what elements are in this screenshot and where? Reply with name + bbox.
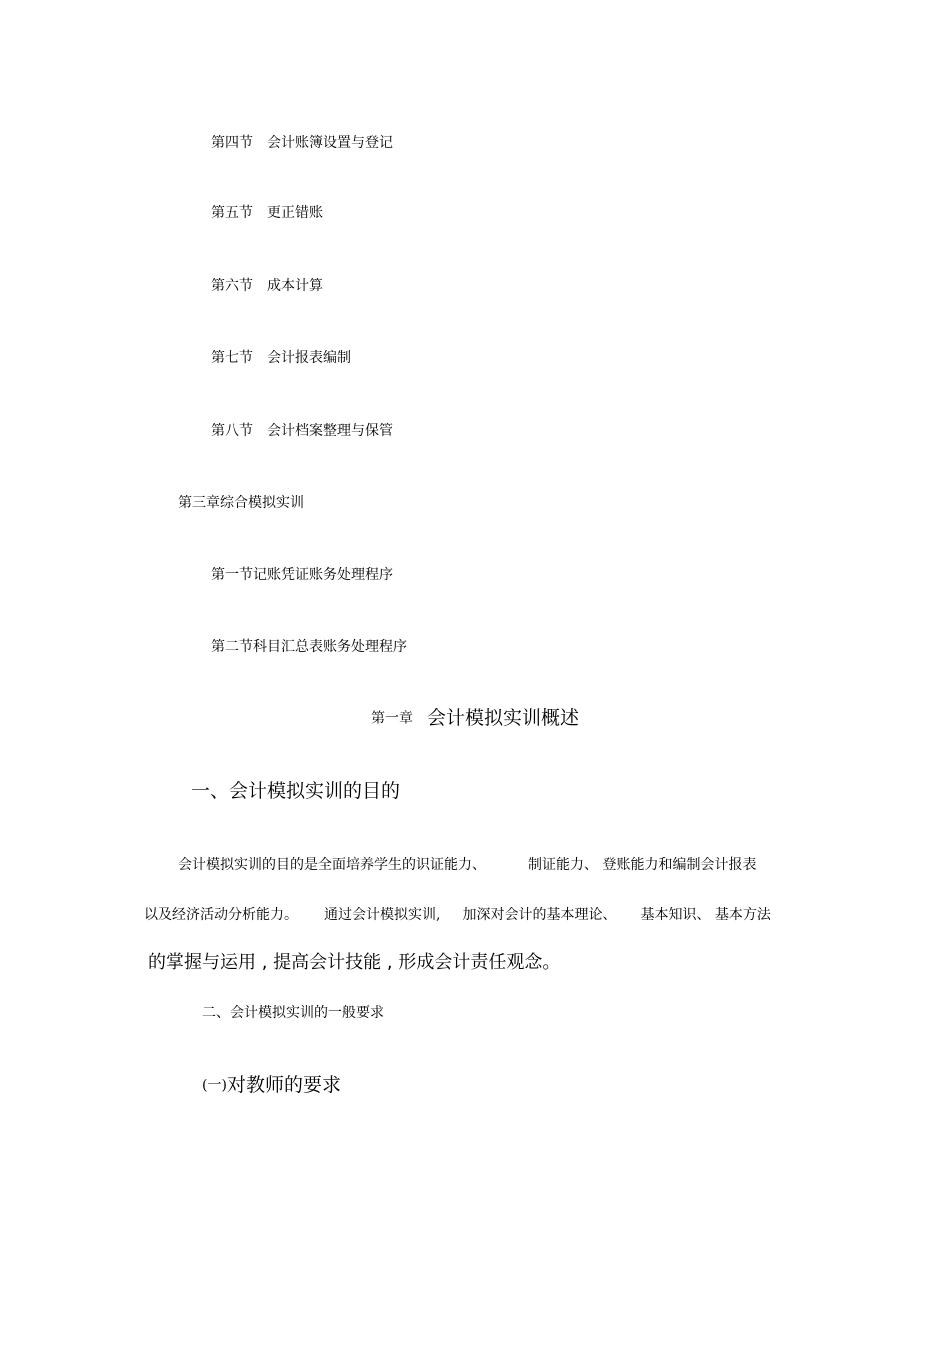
toc-section-4-title: 会计账簿设置与登记 xyxy=(267,135,393,151)
toc-section-5-title: 更正错账 xyxy=(267,205,323,221)
toc-chapter-3-section-2: 第二节科目汇总表账务处理程序 xyxy=(211,639,407,655)
toc-section-4-number: 第四节 xyxy=(211,135,253,151)
paragraph-line-3: 的掌握与运用 , 提高会计技能 , 形成会计责任观念。 xyxy=(148,952,561,973)
toc-section-5 xyxy=(211,206,323,220)
toc-section-6-title: 成本计算 xyxy=(267,278,323,294)
toc-section-7-title: 会计报表编制 xyxy=(267,350,351,366)
chapter-number: 第一章 xyxy=(371,710,413,727)
toc-section-4 xyxy=(211,136,393,150)
subsection-1-heading xyxy=(202,1076,341,1095)
paragraph-line-2-part-d: 基本知识、 基本方法 xyxy=(640,907,771,923)
toc-section-8-title: 会计档案整理与保管 xyxy=(267,423,393,439)
toc-chapter-3: 第三章综合模拟实训 xyxy=(178,495,304,511)
section-1-heading: 一、会计模拟实训的目的 xyxy=(191,780,401,802)
paragraph-line-2-part-b: 通过会计模拟实训, xyxy=(324,907,441,923)
paragraph-line-1 xyxy=(178,858,756,872)
subsection-1-title: 对教师的要求 xyxy=(226,1074,341,1096)
section-2-heading: 二、会计模拟实训的一般要求 xyxy=(202,1005,384,1021)
paragraph-line-2-part-a: 以及经济活动分析能力。 xyxy=(144,907,298,923)
toc-section-6 xyxy=(211,279,323,293)
toc-section-6-number: 第六节 xyxy=(211,278,253,294)
paragraph-line-2 xyxy=(144,908,771,922)
chapter-title xyxy=(371,709,579,728)
toc-section-8 xyxy=(211,424,393,438)
toc-section-8-number: 第八节 xyxy=(211,423,253,439)
toc-section-5-number: 第五节 xyxy=(211,205,253,221)
paragraph-line-1-part-b: 制证能力、 登账能力和编制会计报表 xyxy=(528,857,757,873)
paragraph-line-2-part-c: 加深对会计的基本理论、 xyxy=(462,907,617,923)
toc-section-7-number: 第七节 xyxy=(211,350,253,366)
toc-section-7 xyxy=(211,351,351,365)
subsection-1-prefix: (一) xyxy=(202,1077,227,1094)
paragraph-line-1-part-a: 会计模拟实训的目的是全面培养学生的识证能力、 xyxy=(178,857,486,873)
chapter-name: 会计模拟实训概述 xyxy=(427,707,580,729)
toc-chapter-3-section-1: 第一节记账凭证账务处理程序 xyxy=(211,567,393,583)
